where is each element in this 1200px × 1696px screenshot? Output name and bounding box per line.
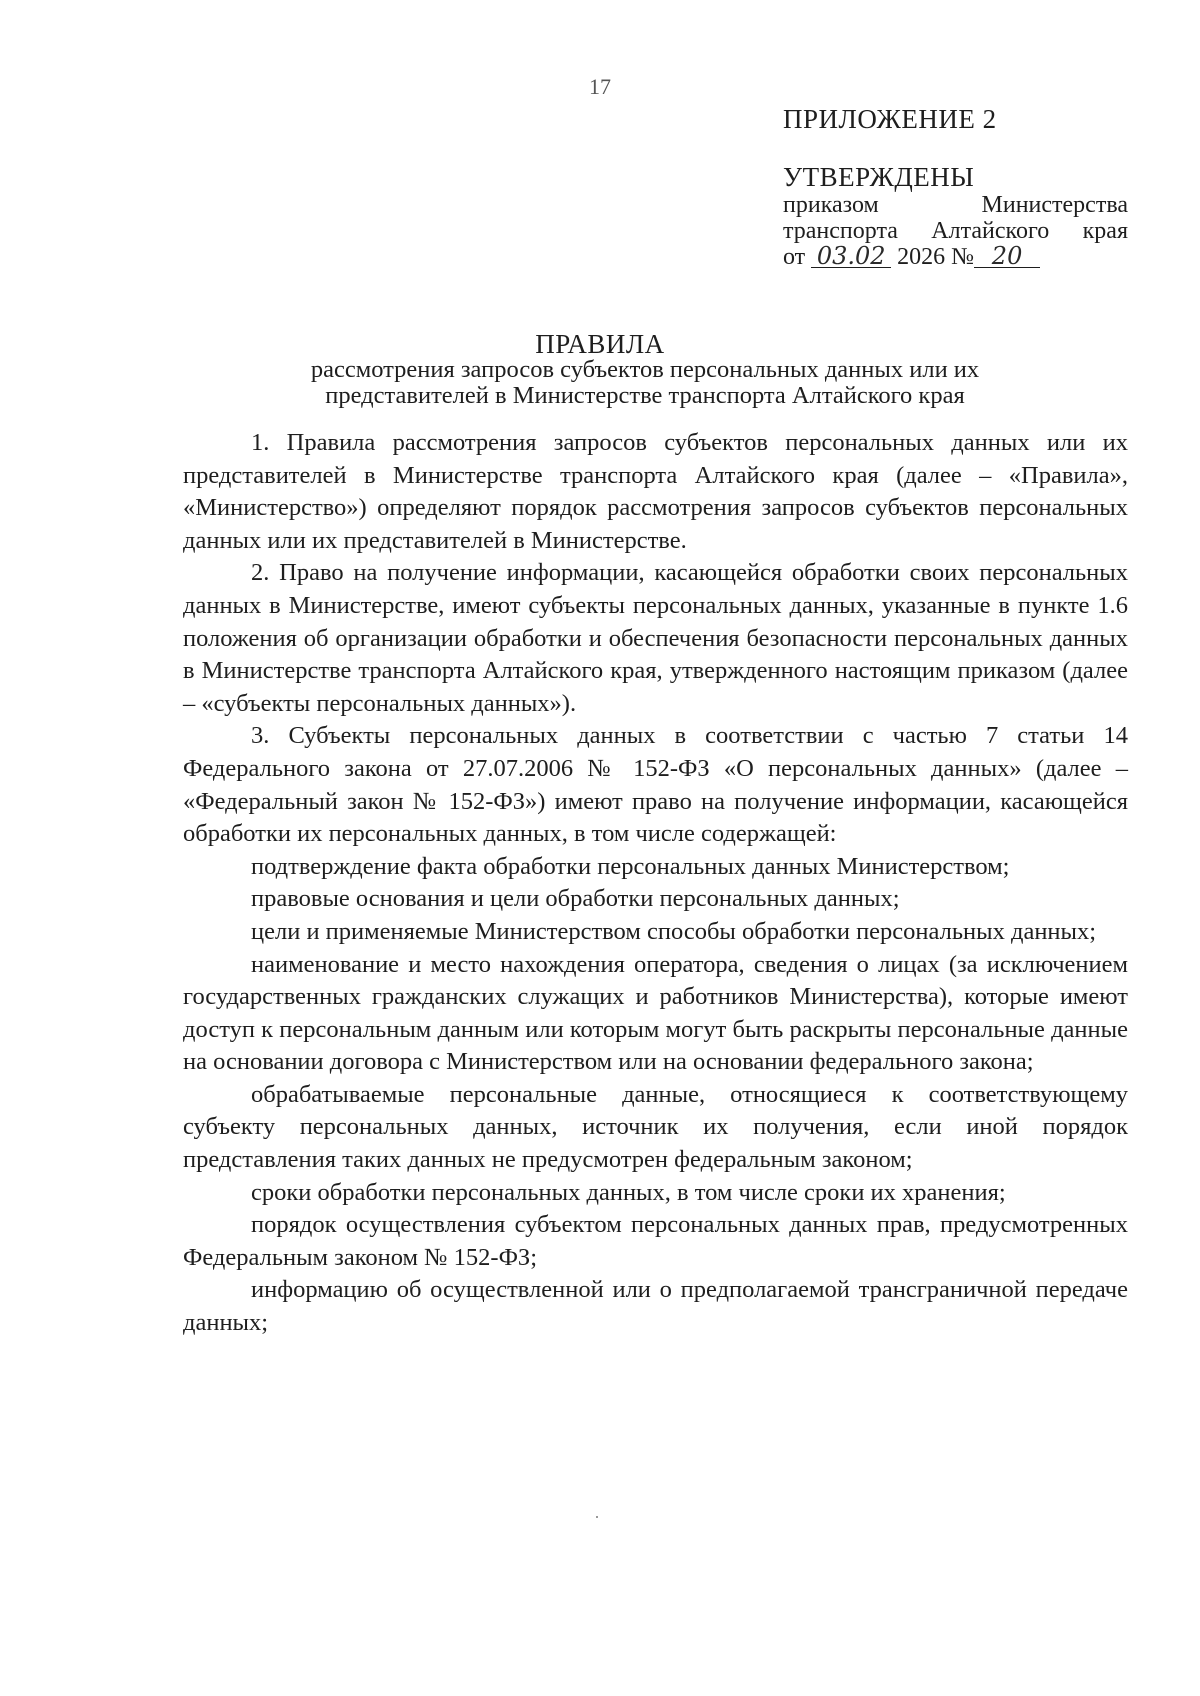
list-item-rights-procedure: порядок осуществления субъектом персональных данных прав, предусмотренных Федеральным законом № 152-ФЗ; (183, 1211, 1128, 1271)
approval-line-1: приказом Министерства (783, 192, 1128, 218)
appendix-title: ПРИЛОЖЕНИЕ 2 (783, 104, 997, 134)
list-item-operator-info: наименование и место нахождения оператора, сведения о лицах (за исключением государственных гражданских служащих и работников Министерства), которые имеют доступ к персональным данным или которым могут быть раскрыты персональные данные на основании договора с Министерством или на основании федерального закона; (183, 950, 1128, 1076)
approval-block (783, 162, 1128, 270)
document-subtitle: рассмотрения запросов субъектов персональных данных или их представителей в Министерстве транспорта Алтайского края (310, 356, 980, 409)
paragraph-1: 1. Правила рассмотрения запросов субъектов персональных данных или их представителей в Министерстве транспорта Алтайского края (далее – «Правила», «Министерство») определяют порядок рассмотрения запросов субъектов персональных данных или их представителей в Министерстве. (183, 429, 1128, 554)
handwritten-date: 03.02 (811, 245, 891, 268)
document-title: ПРАВИЛА (535, 329, 665, 359)
approval-date-line (783, 244, 1128, 270)
handwritten-number: 20 (974, 245, 1040, 268)
approval-line-2: транспорта Алтайского края (783, 218, 1128, 244)
page-number: 17 (589, 74, 611, 99)
list-item-legal-grounds: правовые основания и цели обработки персональных данных; (251, 885, 900, 913)
approval-heading: УТВЕРЖДЕНЫ (783, 162, 975, 192)
list-item-processed-data: обрабатываемые персональные данные, относящиеся к соответствующему субъекту персональных данных, источник их получения, если иной порядок представления таких данных не предусмотрен федеральным законом; (183, 1080, 1128, 1174)
paragraph-3: 3. Субъекты персональных данных в соответствии с частью 7 статьи 14 Федерального закона от 27.07.2006 № 152-ФЗ «О персональных данных» (далее – «Федеральный закон № 152-ФЗ») имеют право на получение информации, касающейся обработки их персональных данных, в том числе содержащей: (183, 722, 1128, 848)
list-item-cross-border-transfer: информацию об осуществленной или о предполагаемой трансграничной передаче данных; (183, 1276, 1128, 1337)
date-prefix: от (783, 244, 806, 270)
list-item-processing-terms: сроки обработки персональных данных, в том числе сроки их хранения; (251, 1178, 1006, 1206)
list-item-fact-of-processing: подтверждение факта обработки персональных данных Министерством; (251, 852, 1010, 880)
scan-dot (596, 1516, 598, 1518)
list-item-goals-and-methods: цели и применяемые Министерством способы обработки персональных данных; (251, 917, 1097, 945)
date-year: 2026 № (897, 244, 975, 270)
document-body (183, 427, 1128, 1340)
paragraph-2: 2. Право на получение информации, касающейся обработки своих персональных данных в Министерстве, имеют субъекты персональных данных, указанные в пункте 1.6 положения об организации обработки и обеспечения безопасности персональных данных в Министерстве транспорта Алтайского края, утвержденного настоящим приказом (далее – «субъекты персональных данных»). (183, 559, 1128, 717)
